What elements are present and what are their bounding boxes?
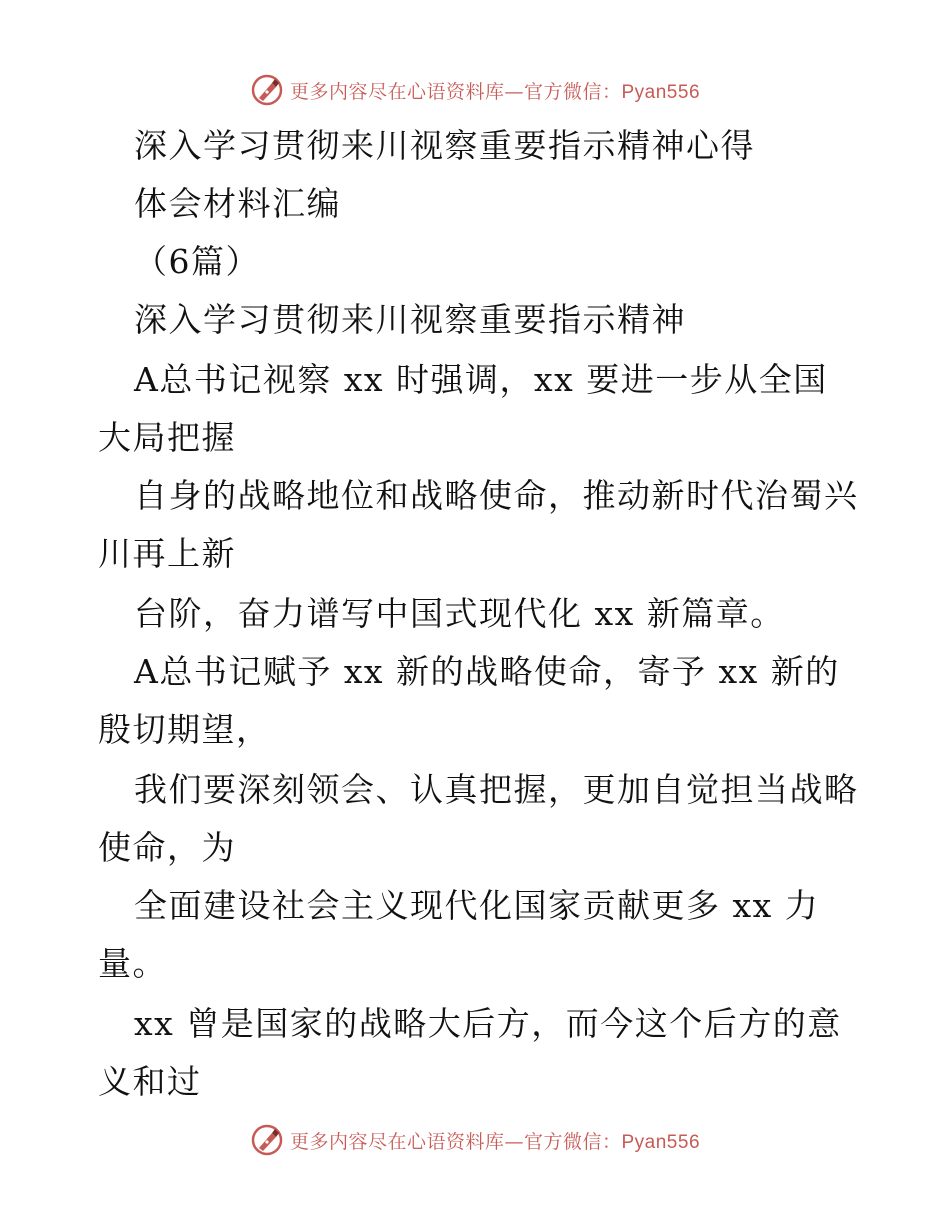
paragraph-line: 义和过 <box>98 1062 202 1101</box>
paragraph-line: 自身的战略地位和战略使命，推动新时代治蜀兴 <box>134 476 859 515</box>
banner-site-name: 更多内容尽在心语资料库 <box>289 1130 505 1153</box>
pen-nib-logo-icon <box>250 1123 284 1157</box>
paragraph-line: 川再上新 <box>98 534 236 573</box>
paragraph-line: 量。 <box>98 944 167 983</box>
paragraph-line: A总书记赋予 xx 新的战略使命，寄予 xx 新的 <box>134 652 840 691</box>
pen-nib-logo-icon <box>250 73 284 107</box>
banner-wechat-label: 官方微信： <box>523 80 622 103</box>
paragraph-line: 使命，为 <box>98 828 236 867</box>
paragraph-line: 殷切期望， <box>98 710 271 749</box>
header-banner <box>0 70 950 110</box>
banner-wechat-id: Pyan556 <box>621 81 701 103</box>
paragraph-line: A总书记视察 xx 时强调，xx 要进一步从全国 <box>134 360 828 399</box>
doc-title-line-1: 深入学习贯彻来川视察重要指示精神心得 <box>134 126 755 165</box>
banner-wechat-id: Pyan556 <box>621 1131 701 1153</box>
paragraph-line: 大局把握 <box>98 418 236 457</box>
paragraph-line: xx 曾是国家的战略大后方，而今这个后方的意 <box>134 1004 842 1043</box>
footer-banner <box>0 1120 950 1160</box>
doc-title-line-2: 体会材料汇编 <box>134 184 341 223</box>
paragraph-line: 全面建设社会主义现代化国家贡献更多 xx 力 <box>134 886 820 925</box>
banner-separator: — <box>504 80 524 103</box>
banner-separator: — <box>504 1130 524 1153</box>
banner-wechat-label: 官方微信： <box>523 1130 622 1153</box>
paragraph-line: 我们要深刻领会、认真把握，更加自觉担当战略 <box>134 770 859 809</box>
banner-text <box>290 1127 700 1154</box>
banner-site-name: 更多内容尽在心语资料库 <box>289 80 505 103</box>
doc-count-line: （6篇） <box>134 242 260 281</box>
doc-subtitle: 深入学习贯彻来川视察重要指示精神 <box>134 300 686 339</box>
banner-text <box>290 77 700 104</box>
paragraph-line: 台阶，奋力谱写中国式现代化 xx 新篇章。 <box>134 594 785 633</box>
